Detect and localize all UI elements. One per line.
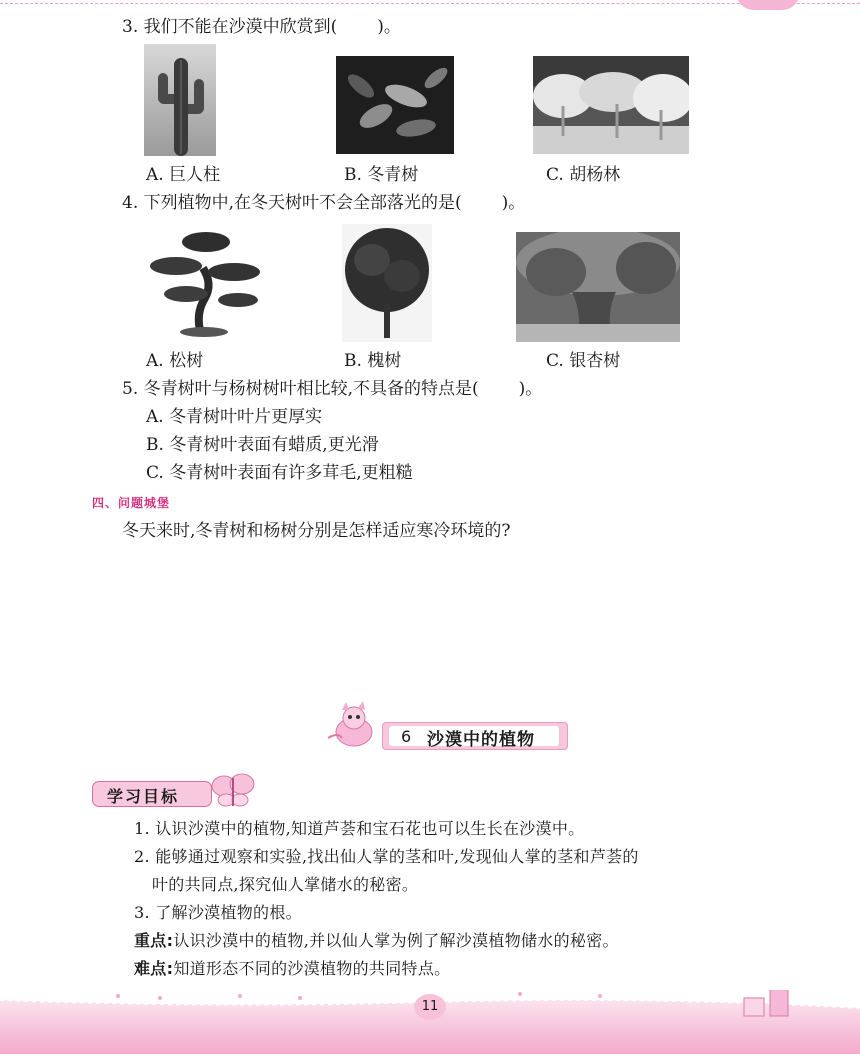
holly-tree-image [336,56,454,154]
pine-tree-image [146,224,264,340]
section-title-question-castle: 四、问题城堡 [92,496,171,510]
chapter-number: 6 [401,727,412,746]
q3-option-b: B. 冬青树 [344,165,419,185]
page-number: 11 [414,994,446,1020]
chapter-banner [382,722,568,750]
chapter-title: 沙漠中的植物 [427,730,535,750]
goal-item-2-cont: 叶的共同点,探究仙人掌储水的秘密。 [152,875,419,894]
goal-item-1: 1. 认识沙漠中的植物,知道芦荟和宝石花也可以生长在沙漠中。 [134,819,585,838]
q4-option-b: B. 槐树 [344,351,402,371]
goal-item-2: 2. 能够通过观察和实验,找出仙人掌的茎和叶,发现仙人掌的茎和芦荟的 [134,847,639,866]
section4-question: 冬天来时,冬青树和杨树分别是怎样适应寒冷环境的? [122,521,511,541]
saguaro-cactus-image [144,44,216,156]
top-border [0,0,860,6]
ginkgo-tree-image [516,232,680,342]
difficulty-point: 难点:知道形态不同的沙漠植物的共同特点。 [134,959,451,978]
locust-tree-image [342,224,432,342]
learning-goals-tag: 学习目标 [92,781,212,807]
dragon-mascot-icon [322,698,386,752]
question-5: 5. 冬青树叶与杨树树叶相比较,不具备的特点是( )。 [122,379,543,399]
key-point: 重点:认识沙漠中的植物,并以仙人掌为例了解沙漠植物储水的秘密。 [134,931,619,950]
goal-item-3: 3. 了解沙漠植物的根。 [134,903,302,922]
q5-option-c: C. 冬青树叶表面有许多茸毛,更粗糙 [146,463,413,483]
q3-option-c: C. 胡杨林 [546,165,621,185]
question-3: 3. 我们不能在沙漠中欣赏到( )。 [122,17,401,37]
q5-option-a: A. 冬青树叶叶片更厚实 [146,407,323,427]
q3-option-a: A. 巨人柱 [146,165,221,185]
q4-option-a: A. 松树 [146,351,204,371]
question-4: 4. 下列植物中,在冬天树叶不会全部落光的是( )。 [122,193,526,213]
butterfly-icon [210,770,256,810]
q5-option-b: B. 冬青树叶表面有蜡质,更光滑 [146,435,379,455]
populus-forest-image [533,56,689,154]
q4-option-c: C. 银杏树 [546,351,621,371]
